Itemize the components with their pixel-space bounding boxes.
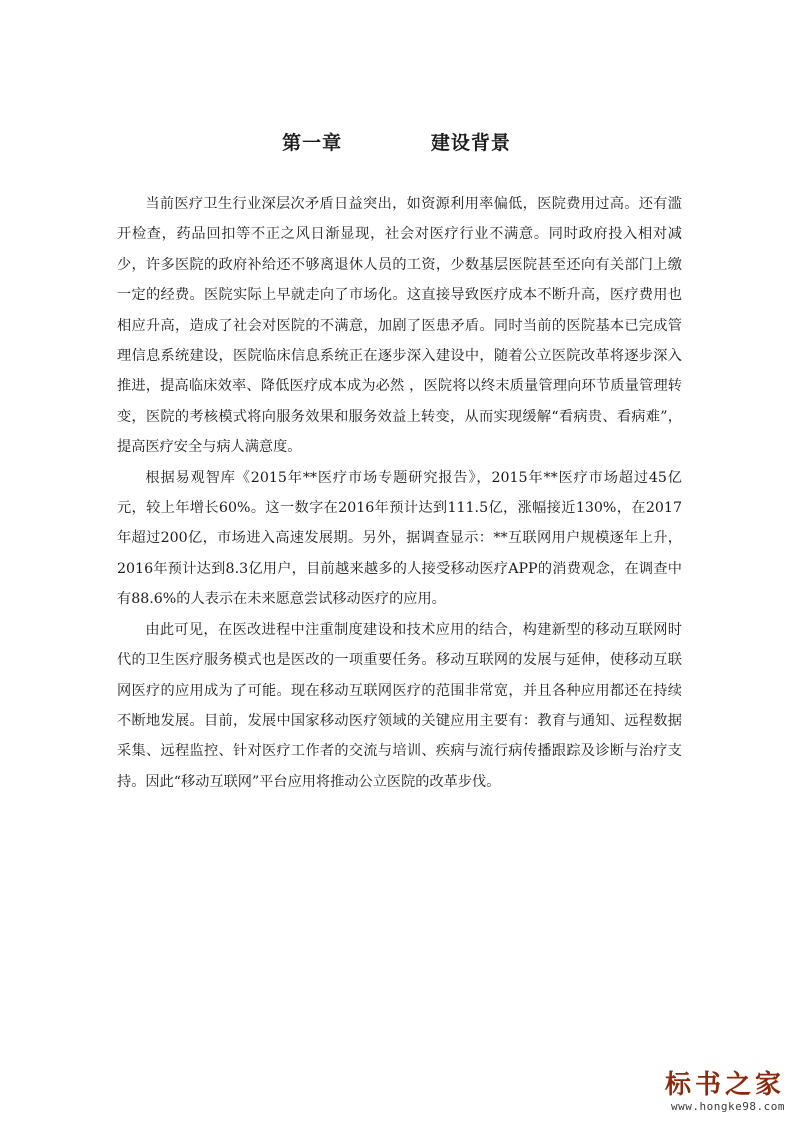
watermark-logo xyxy=(635,1070,785,1114)
watermark-name: 标书之家 xyxy=(664,1070,785,1100)
paragraph-market-data: 根据易观智库《2015年**医疗市场专题研究报告》，2015年**医疗市场超过45亿元，较上年增长60%。这一数字在2016年预计达到111.5亿，涨幅接近130%，在2017年超过200亿，市场进入高速发展期。另外，据调查显示：**互联网用户规模逐年上升，2016年预计达到8.3亿用户，目前越来越多的人接受移动医疗APP的消费观念，在调查中有88.6%的人表示在未来愿意尝试移动医疗的应用。 xyxy=(117,469,682,608)
body-text xyxy=(117,189,682,797)
paragraph-background: 当前医疗卫生行业深层次矛盾日益突出，如资源利用率偏低，医院费用过高。还有滥开检查，药品回扣等不正之风日渐显现，社会对医疗行业不满意。同时政府投入相对减少，许多医院的政府补给还不够离退休人员的工资，少数基层医院甚至还向有关部门上缴一定的经费。医院实际上早就走向了市场化。这直接导致医疗成本不断升高，医疗费用也相应升高，造成了社会对医院的不满意，加剧了医患矛盾。同时当前的医院基本已完成管理信息系统建设，医院临床信息系统正在逐步深入建设中，随着公立医院改革将逐步深入推进，提高临床效率、降低医疗成本成为必然 ，医院将以终末质量管理向环节质量管理转变，医院的考核模式将向服务效果和服务效益上转变，从而实现缓解“看病贵、看病难”，提高医疗安全与病人满意度。 xyxy=(117,196,682,456)
chapter-title: 第一章 建设背景 xyxy=(282,132,511,154)
watermark-url: www.hongke98.com xyxy=(671,1100,785,1113)
paragraph-conclusion: 由此可见，在医改进程中注重制度建设和技术应用的结合，构建新型的移动互联网时代的卫生医疗服务模式也是医改的一项重要任务。移动互联网的发展与延伸，使移动互联网医疗的应用成为了可能。现在移动互联网医疗的范围非常宽，并且各种应用都还在持续不断地发展。目前，发展中国家移动医疗领域的关键应用主要有：教育与通知、远程数据采集、远程监控、针对医疗工作者的交流与培训、疾病与流行病传播跟踪及诊断与治疗支持。因此“移动互联网”平台应用将推动公立医院的改革步伐。 xyxy=(117,621,682,790)
